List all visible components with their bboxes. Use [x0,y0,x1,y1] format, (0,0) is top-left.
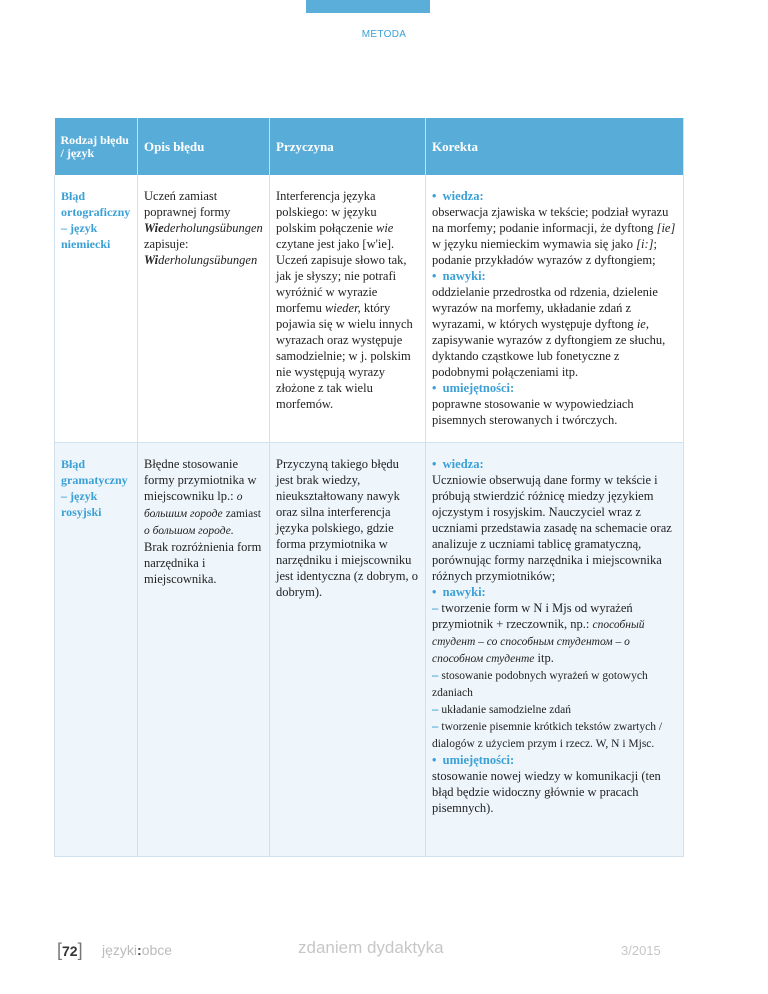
correct-word [144,221,263,235]
cell-correction [426,175,684,443]
text: oddzielanie przedrostka od rdzenia, dzielenie wyrazów na morfemy, układanie zdań z wyrazami, w których występuje dyftong [432,285,658,331]
cell-cause [270,175,426,443]
correction-heading [432,268,677,284]
magazine-logo [102,942,172,958]
dash: – [432,702,439,716]
desc-text: Błędne stosowanie formy przymiotnika w miejscowniku lp.: [144,457,257,503]
correction-text [432,204,677,268]
correction-heading [432,188,677,204]
error-type: Błąd ortograficzny – język niemiecki [61,189,131,251]
wrong-word [144,253,257,267]
word-highlight: Wi [144,253,159,267]
correction-text: poprawne stosowanie w wypowiedziach pisemnych sterowanych i twórczych. [432,397,634,427]
error-table [54,118,684,857]
russian-example: способный студент – со способным студентом – о способном студенте [432,619,645,665]
cell-description [138,175,270,443]
page-number-value: 72 [62,943,78,959]
footer-title: zdaniem dydaktyka [298,938,444,957]
word-highlight: Wie [144,221,164,235]
bullet: • [432,585,437,599]
label-wiedza: wiedza: [442,457,484,471]
word-rest: derholungsübungen [163,221,263,235]
correction-heading [432,752,677,768]
desc-text: Brak rozróżnienia form narzędnika i miejscownika. [144,540,262,586]
bullet: • [432,381,437,395]
text: układanie samodzielne zdań [441,704,572,716]
table-row [55,443,684,857]
text: tworzenie form w N i Mjs od wyrażeń przymiotnik + rzeczownik, np.: [432,601,633,631]
label-umiejetnosci: umiejętności: [442,381,515,395]
cause-term: wieder, [324,301,361,315]
table-header-row [55,118,684,175]
correction-text [432,718,677,752]
term: [ie] [656,221,676,235]
text: obserwacja zjawiska w tekście; podział wyrazu na morfemy; podanie informacji, że dyftong [432,205,669,235]
text: w języku niemieckim wymawia się jako [432,237,633,251]
correction-text [432,284,677,380]
text: ; podanie przykładów wyrazów z dyftongiem; [432,237,657,267]
label-nawyki: nawyki: [442,585,486,599]
correction-text: Uczniowie obserwują dane formy w tekście i próbują stwierdzić różnicę miedzy językiem ojczystym i rosyjskim. Nauczyciel wraz z uczniami przedstawia zasadę na schemacie oraz analizuje z uczniami tablicę gramatyczną, porównując formy narzędnika i miejscownika różnych przymiotników; [432,473,672,583]
error-type: Błąd gramatyczny – język rosyjski [61,457,128,519]
page-number: [72] [57,940,83,960]
dash: – [432,601,439,615]
term: [i:] [636,237,654,251]
correction-text: stosowanie nowej wiedzy w komunikacji (ten błąd będzie widoczny głównie w pracach pisemnych). [432,769,661,815]
correction-heading [432,380,677,396]
text: tworzenie pisemnie krótkich tekstów zwartych / dialogów z użyciem przym i rzecz. W, N i Mjsc. [432,721,663,750]
magazine-separator: : [137,942,142,958]
word-rest: derholungsübungen [158,253,258,267]
header-correction: Korekta [426,118,684,175]
correction-text [432,600,677,667]
label-wiedza: wiedza: [442,189,484,203]
correction-heading [432,456,677,472]
cell-type [55,443,138,857]
cell-correction [426,443,684,857]
label-nawyki: nawyki: [442,269,486,283]
bullet: • [432,457,437,471]
cause-text: Interferencja języka polskiego: w języku polskim połączenie [276,189,377,235]
correction-heading [432,584,677,600]
cause-term: wie [375,221,394,235]
desc-text: Uczeń zamiast poprawnej formy [144,189,231,219]
text: stosowanie podobnych wyrażeń w gotowych zdaniach [432,670,648,699]
text: itp. [537,651,554,665]
cell-cause: Przyczyną takiego błędu jest brak wiedzy, nieukształtowany nawyk oraz silna interferencja języka polskiego, gdzie forma przymiotnika w narzędniku i miejscowniku jest identyczna (z dobrym, o dobrym). [270,443,426,857]
text: zapisywanie wyrazów z dyftongiem ze słuchu, dyktando cząstkowe lub fonetyczne z podobnymi połączeniami itp. [432,333,666,379]
issue-number: 3/2015 [621,943,661,958]
magazine-name-a: języki [102,942,138,958]
term: ie, [636,317,649,331]
bullet: • [432,189,437,203]
header-cause: Przyczyna [270,118,426,175]
header-type: Rodzaj błędu / język [55,118,138,175]
table-row [55,175,684,443]
section-title: METODA [361,29,407,40]
desc-text: zamiast [225,508,261,520]
label-umiejetnosci: umiejętności: [442,753,515,767]
top-accent-bar [306,0,430,13]
cause-text: który pojawia się w wielu innych wyrazach oraz występuje samodzielnie; w j. polskim nie występują wyrazy złożone z tak wielu morfemów. [276,301,413,411]
header-description: Opis błędu [138,118,270,175]
russian-example: о большим городе [144,491,243,520]
bullet: • [432,753,437,767]
correction-text [432,667,677,701]
bullet: • [432,269,437,283]
dash: – [432,719,439,733]
correction-text [432,701,677,718]
magazine-name-b: obce [141,942,173,958]
cell-type [55,175,138,443]
dash: – [432,668,439,682]
desc-text: zapisuje: [144,237,189,251]
cell-description [138,443,270,857]
russian-example: о большом городе. [144,525,234,537]
cause-text: czytane jest jako [w'ie]. Uczeń zapisuje słowo tak, jak je słyszy; nie potrafi wyróżnić w wyrazie morfemu [276,237,407,315]
